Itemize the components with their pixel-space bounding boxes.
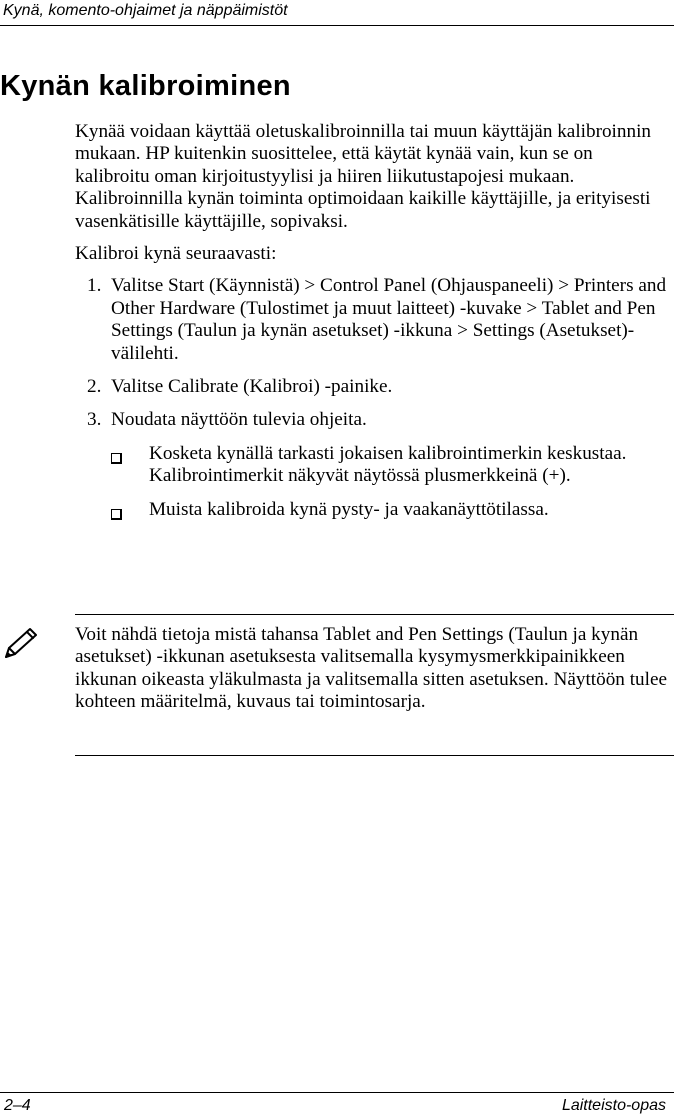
steps-list	[75, 275, 671, 431]
step-number: 2.	[87, 376, 102, 398]
step-item	[75, 275, 671, 365]
step-text: Valitse Start (Käynnistä) > Control Panel (Ohjauspaneeli) > Printers and Other Hardware (Tulostimet ja muut laitteet) -kuvake > Tablet and Pen Settings (Taulun ja kynän asetukset) -ikkuna > Settings (Asetukset)-välilehti.	[111, 275, 667, 364]
step-text: Valitse Calibrate (Kalibroi) -painike.	[111, 376, 393, 398]
note-divider-top	[75, 614, 674, 615]
bullet-item	[75, 499, 671, 526]
step-number: 1.	[87, 275, 102, 297]
bullet-item	[75, 443, 671, 488]
book-title: Laitteisto-opas	[561, 1097, 666, 1114]
intro-paragraph: Kynää voidaan käyttää oletuskalibroinnilla tai muun käyttäjän kalibroinnin mukaan. HP kuitenkin suosittelee, että käytät kynää vain, kun se on kalibroitu oman kirjoitustyylisi ja hiiren liikutustapojesi mukaan. Kalibroinnilla kynän toiminta optimoidaan kaikille käyttäjille, ja erityisesti vasenkätisille käyttäjille, sopivaksi.	[75, 121, 651, 232]
pencil-note-icon	[0, 624, 40, 664]
section-title: Kynän kalibroiminen	[0, 70, 291, 102]
page-number: 2–4	[4, 1097, 31, 1114]
step-number: 3.	[87, 409, 102, 431]
note-divider-bottom	[75, 755, 674, 756]
step-item	[75, 376, 671, 398]
checkbox-bullet-icon	[111, 453, 122, 464]
step-item	[75, 409, 671, 431]
header-divider	[0, 25, 674, 26]
note-text: Voit nähdä tietoja mistä tahansa Tablet and Pen Settings (Taulun ja kynän asetukset) -ikkunan asetuksesta valitsemalla kysymysmerkkipainikkeen ikkunan oikeasta yläkulmasta ja valitsemalla sitten asetuksen. Näyttöön tulee kohteen määritelmä, kuvaus tai toimintosarja.	[75, 624, 667, 713]
checkbox-bullet-icon	[111, 509, 122, 520]
bullet-text: Kosketa kynällä tarkasti jokaisen kalibrointimerkin keskustaa. Kalibrointimerkit näkyvät näytössä plusmerkkeinä (+).	[149, 442, 627, 487]
running-header: Kynä, komento-ohjaimet ja näppäimistöt	[3, 2, 288, 19]
bullet-text: Muista kalibroida kynä pysty- ja vaakanäyttötilassa.	[149, 498, 549, 520]
sub-bullet-list	[75, 443, 671, 526]
footer-divider	[0, 1092, 674, 1093]
step-text: Noudata näyttöön tulevia ohjeita.	[111, 409, 367, 431]
section-body	[75, 121, 671, 537]
steps-lead: Kalibroi kynä seuraavasti:	[75, 243, 277, 265]
